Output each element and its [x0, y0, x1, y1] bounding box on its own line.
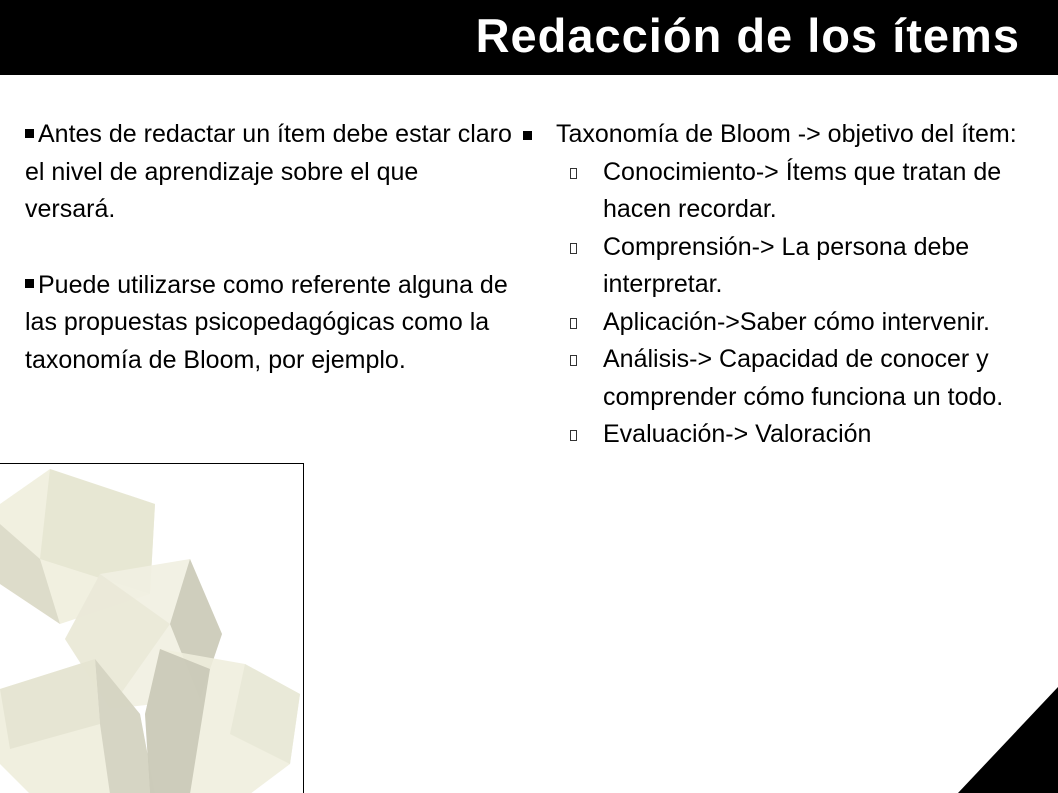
taxonomy-heading-text: Taxonomía de Bloom -> objetivo del ítem: [556, 120, 1017, 148]
taxonomy-level-item [518, 154, 1038, 229]
taxonomy-level-item [518, 416, 1038, 454]
left-paragraph-text: Puede utilizarse como referente alguna de las propuestas psicopedagógicas como la taxonomía de Bloom, por ejemplo. [25, 270, 508, 374]
taxonomy-heading-item [518, 116, 1038, 154]
slide-title: Redacción de los ítems [475, 9, 1020, 62]
box-bullet-icon [570, 430, 577, 441]
box-bullet-icon [570, 355, 577, 366]
title-bar [0, 0, 1058, 75]
box-bullet-icon [570, 243, 577, 254]
box-bullet-icon [570, 318, 577, 329]
taxonomy-level-item [518, 304, 1038, 342]
box-bullet-icon [570, 168, 577, 179]
taxonomy-levels-list [518, 154, 1038, 454]
taxonomy-level-item [518, 229, 1038, 304]
taxonomy-level-text: Comprensión-> La persona debe interpretar. [603, 232, 970, 298]
taxonomy-level-text: Conocimiento-> Ítems que tratan de hacen recordar. [603, 157, 1002, 223]
right-column [518, 116, 1038, 454]
cubes-decoration-icon [0, 464, 304, 793]
cubes-decoration-frame [0, 463, 304, 793]
square-bullet-icon [25, 279, 34, 288]
left-column [25, 116, 515, 417]
taxonomy-level-text: Evaluación-> Valoración [603, 420, 872, 448]
square-bullet-icon [25, 129, 34, 138]
left-paragraph-text: Antes de redactar un ítem debe estar claro el nivel de aprendizaje sobre el que versará. [25, 120, 512, 223]
square-bullet-icon [523, 131, 532, 140]
taxonomy-level-item [518, 341, 1038, 416]
left-paragraph [25, 116, 515, 229]
taxonomy-level-text: Análisis-> Capacidad de conocer y comprender cómo funciona un todo. [603, 345, 1004, 411]
left-paragraph [25, 267, 515, 380]
taxonomy-level-text: Aplicación->Saber cómo intervenir. [603, 307, 990, 336]
black-triangle-corner-icon [958, 687, 1058, 793]
